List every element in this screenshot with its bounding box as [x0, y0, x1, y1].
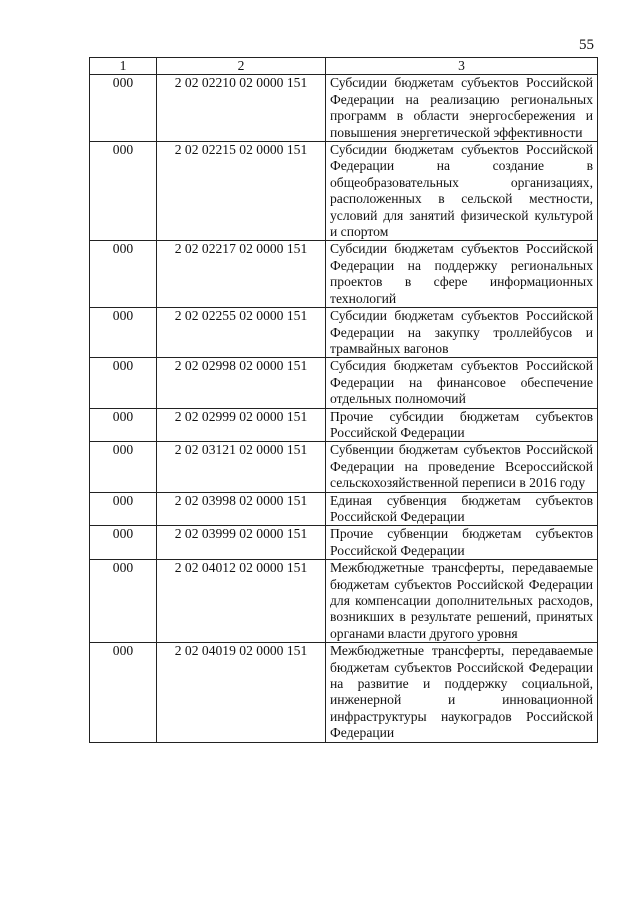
budget-code-cell: 2 02 04019 02 0000 151: [157, 643, 326, 742]
admin-code-cell: 000: [90, 492, 157, 526]
column-number-2: 2: [157, 58, 326, 75]
budget-classification-table: [89, 57, 598, 743]
revenue-name-cell: Прочие субсидии бюджетам субъектов Российской Федерации: [326, 408, 598, 442]
revenue-name-cell: Субсидии бюджетам субъектов Российской Федерации на реализацию региональных программ в области энергосбережения и повышения энергетической эффективности: [326, 75, 598, 142]
admin-code-cell: 000: [90, 75, 157, 142]
revenue-name-cell: Субсидия бюджетам субъектов Российской Федерации на финансовое обеспечение отдельных полномочий: [326, 358, 598, 408]
budget-code-cell: 2 02 03121 02 0000 151: [157, 442, 326, 492]
admin-code-cell: 000: [90, 241, 157, 308]
page-number: 55: [579, 37, 594, 53]
table-row: [90, 358, 598, 408]
column-number-1: 1: [90, 58, 157, 75]
admin-code-cell: 000: [90, 560, 157, 643]
admin-code-cell: 000: [90, 358, 157, 408]
revenue-name-cell: Единая субвенция бюджетам субъектов Российской Федерации: [326, 492, 598, 526]
table-row: [90, 241, 598, 308]
revenue-name-cell: Субсидии бюджетам субъектов Российской Федерации на закупку троллейбусов и трамвайных вагонов: [326, 308, 598, 358]
table-row: [90, 442, 598, 492]
revenue-name-cell: Субсидии бюджетам субъектов Российской Федерации на создание в общеобразовательных организациях, расположенных в сельской местности, условий для занятий физической культурой и спортом: [326, 142, 598, 241]
budget-code-cell: 2 02 03998 02 0000 151: [157, 492, 326, 526]
table-row: [90, 643, 598, 742]
budget-code-cell: 2 02 02215 02 0000 151: [157, 142, 326, 241]
admin-code-cell: 000: [90, 442, 157, 492]
budget-code-cell: 2 02 02998 02 0000 151: [157, 358, 326, 408]
revenue-name-cell: Межбюджетные трансферты, передаваемые бюджетам субъектов Российской Федерации для компенсации дополнительных расходов, возникших в результате решений, принятых органами власти другого уровня: [326, 560, 598, 643]
budget-code-cell: 2 02 02999 02 0000 151: [157, 408, 326, 442]
column-number-3: 3: [326, 58, 598, 75]
table-row: [90, 526, 598, 560]
revenue-name-cell: Субсидии бюджетам субъектов Российской Федерации на поддержку региональных проектов в сфере информационных технологий: [326, 241, 598, 308]
admin-code-cell: 000: [90, 308, 157, 358]
table-row: [90, 142, 598, 241]
column-number-row: [90, 58, 598, 75]
admin-code-cell: 000: [90, 526, 157, 560]
table-row: [90, 308, 598, 358]
table-row: [90, 492, 598, 526]
revenue-name-cell: Субвенции бюджетам субъектов Российской Федерации на проведение Всероссийской сельскохозяйственной переписи в 2016 году: [326, 442, 598, 492]
table-row: [90, 560, 598, 643]
budget-code-cell: 2 02 02210 02 0000 151: [157, 75, 326, 142]
admin-code-cell: 000: [90, 142, 157, 241]
budget-code-cell: 2 02 03999 02 0000 151: [157, 526, 326, 560]
admin-code-cell: 000: [90, 643, 157, 742]
budget-code-cell: 2 02 02255 02 0000 151: [157, 308, 326, 358]
admin-code-cell: 000: [90, 408, 157, 442]
table-row: [90, 408, 598, 442]
budget-code-cell: 2 02 02217 02 0000 151: [157, 241, 326, 308]
table-row: [90, 75, 598, 142]
revenue-name-cell: Межбюджетные трансферты, передаваемые бюджетам субъектов Российской Федерации на развитие и поддержку социальной, инженерной и инновационной инфраструктуры наукоградов Российской Федерации: [326, 643, 598, 742]
revenue-name-cell: Прочие субвенции бюджетам субъектов Российской Федерации: [326, 526, 598, 560]
budget-code-cell: 2 02 04012 02 0000 151: [157, 560, 326, 643]
table-body: [90, 75, 598, 742]
